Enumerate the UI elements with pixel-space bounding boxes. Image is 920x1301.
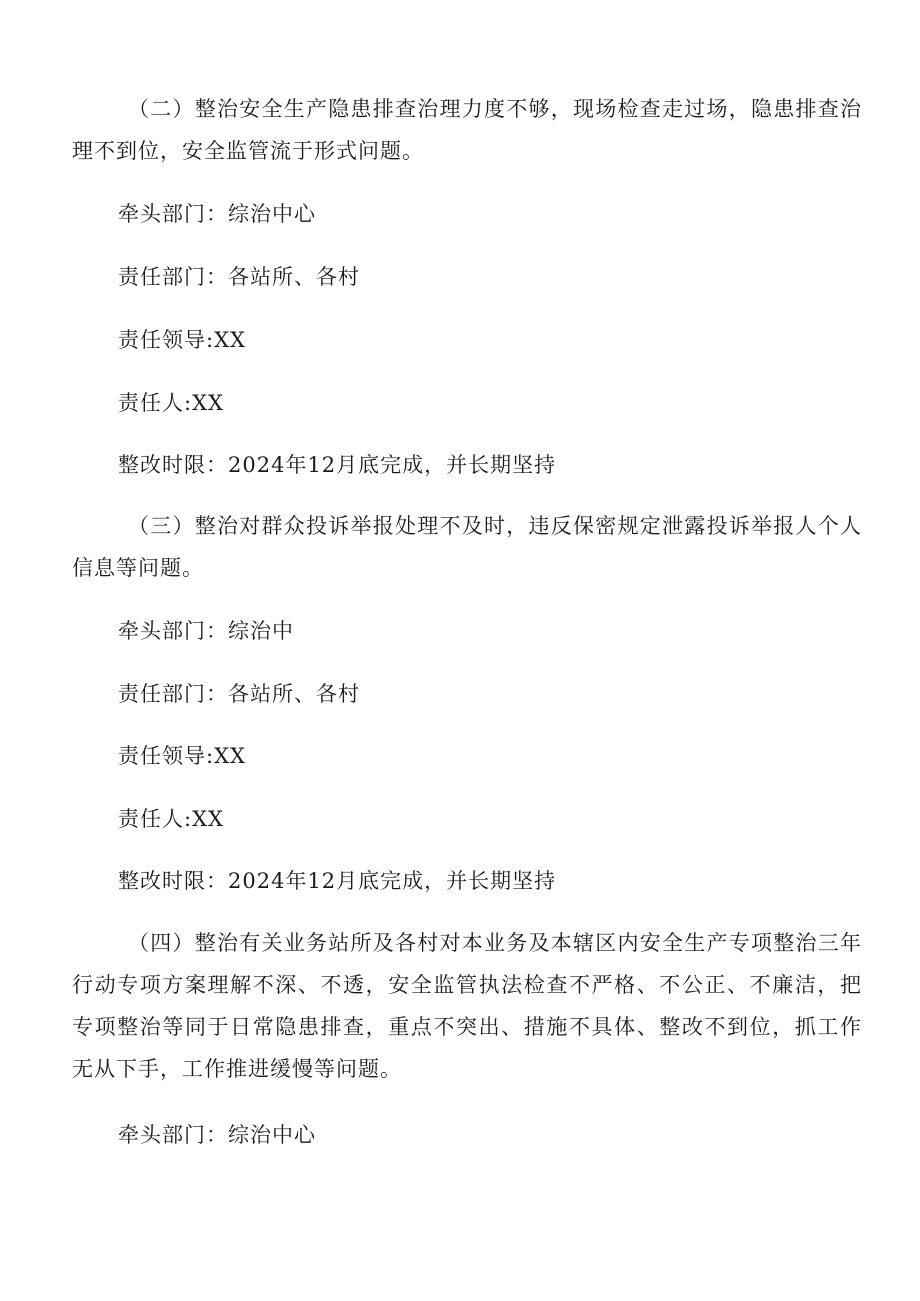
section-3-resp-leader: 责任领导:XX: [118, 744, 246, 768]
section-3-resp-dept: 责任部门：各站所、各村: [118, 682, 360, 706]
section-3-heading: （三）整治对群众投诉举报处理不及时，违反保密规定泄露投诉举报人个人信息等问题。: [72, 514, 862, 580]
section-4-lead-dept: 牵头部门：综治中心: [118, 1123, 316, 1147]
section-2-lead-dept: 牵头部门：综治中心: [118, 202, 316, 226]
section-2-resp-leader: 责任领导:XX: [118, 328, 246, 352]
section-3-lead-dept: 牵头部门：综治中: [118, 619, 294, 643]
section-2-resp-person: 责任人:XX: [118, 391, 224, 415]
section-2-deadline: 整改时限：2024年12月底完成，并长期坚持: [118, 453, 557, 477]
section-2-resp-dept: 责任部门：各站所、各村: [118, 265, 360, 289]
section-2-heading: （二）整治安全生产隐患排查治理力度不够，现场检查走过场，隐患排查治理不到位，安全监管流于形式问题。: [72, 97, 862, 163]
section-3-resp-person: 责任人:XX: [118, 807, 224, 831]
section-4-heading: （四）整治有关业务站所及各村对本业务及本辖区内安全生产专项整治三年行动专项方案理解不深、不透，安全监管执法检查不严格、不公正、不廉洁，把专项整治等同于日常隐患排查，重点不突出、措施不具体、整改不到位，抓工作无从下手，工作推进缓慢等问题。: [72, 931, 862, 1081]
section-3-deadline: 整改时限：2024年12月底完成，并长期坚持: [118, 869, 557, 893]
